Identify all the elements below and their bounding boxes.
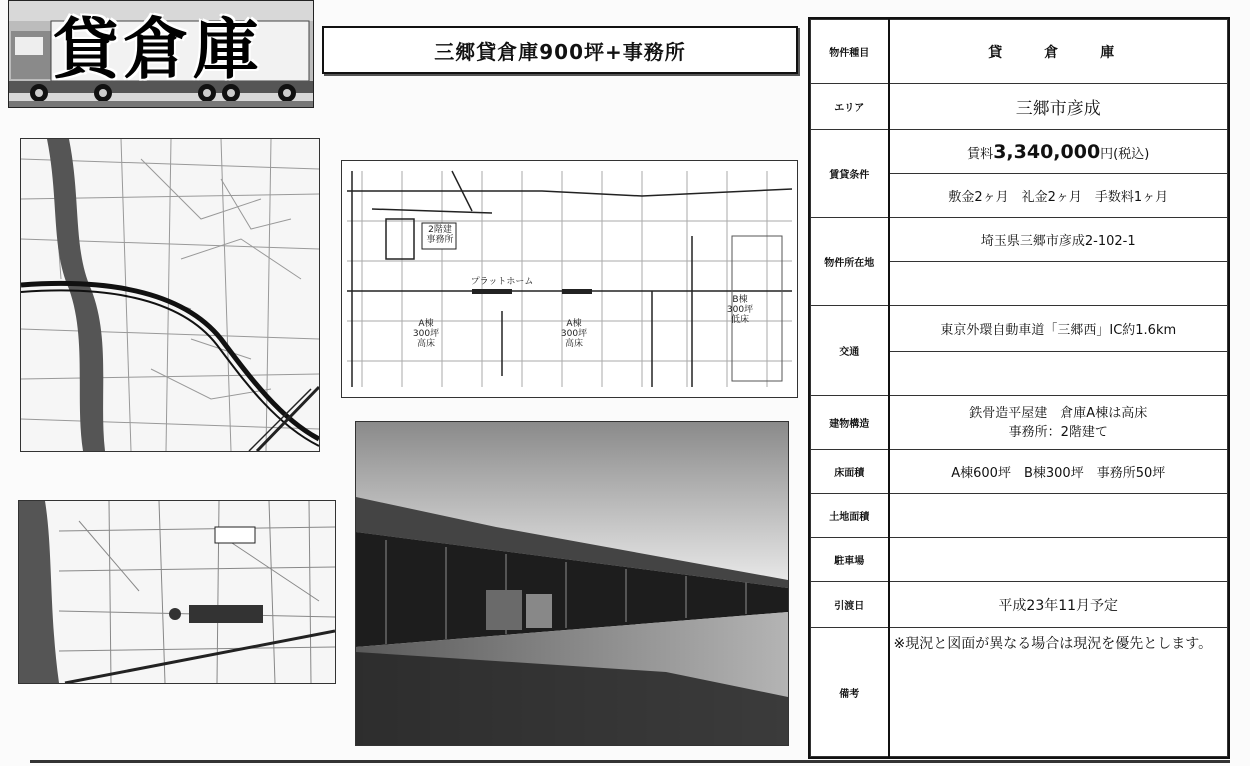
label-delivery-date: 引渡日 (811, 582, 889, 628)
value-structure (889, 396, 1228, 450)
table-row (811, 130, 1228, 174)
value-parking (889, 538, 1228, 582)
building-b-label: B棟 300坪 低床 (726, 295, 754, 325)
warehouse-photo-drawing (356, 422, 788, 745)
building-a-label: A棟 300坪 高床 (412, 319, 440, 349)
value-transport-blank (889, 352, 1228, 396)
table-row (811, 396, 1228, 450)
label-transport: 交通 (811, 306, 889, 396)
label-parking: 駐車場 (811, 538, 889, 582)
structure-line-2: 事務所：2階建て (1008, 424, 1108, 440)
rent-amount: 3,340,000 (993, 140, 1101, 163)
label-remarks: 備考 (811, 628, 889, 757)
rent-prefix: 賃料 (967, 146, 994, 162)
table-row (811, 20, 1228, 84)
floor-plan (341, 160, 798, 398)
location-map-drawing (19, 501, 335, 683)
value-terms: 敷金2ヶ月 礼金2ヶ月 手数料1ヶ月 (889, 174, 1228, 218)
label-structure: 建物構造 (811, 396, 889, 450)
value-location: 埼玉県三郷市彦成2-102-1 (889, 218, 1228, 262)
value-delivery-date: 平成23年11月予定 (889, 582, 1228, 628)
table-row (811, 628, 1228, 757)
label-location: 物件所在地 (811, 218, 889, 306)
building-a2-label: A棟 300坪 高床 (560, 319, 588, 349)
label-area: エリア (811, 84, 889, 130)
label-property-type: 物件種目 (811, 20, 889, 84)
table-row (811, 84, 1228, 130)
title-box (322, 26, 798, 74)
warehouse-photo (355, 421, 789, 746)
table-row (811, 494, 1228, 538)
bottom-divider (30, 760, 1230, 763)
value-area: 三郷市彦成 (889, 84, 1228, 130)
value-property-type: 貸 倉 庫 (889, 20, 1228, 84)
location-map (18, 500, 336, 684)
floor-plan-drawing (342, 161, 797, 397)
office-label: 2階建 事務所 (426, 225, 454, 245)
area-map-drawing (21, 139, 319, 451)
value-land-area (889, 494, 1228, 538)
label-land-area: 土地面積 (811, 494, 889, 538)
structure-line-1: 鉄骨造平屋建 倉庫A棟は高床 (969, 405, 1148, 421)
table-row (811, 306, 1228, 352)
label-rental-terms: 賃貸条件 (811, 130, 889, 218)
table-row (811, 538, 1228, 582)
logo-text: 貸倉庫 (53, 10, 263, 88)
label-floor-area: 床面積 (811, 450, 889, 494)
value-floor-area: A棟600坪 B棟300坪 事務所50坪 (889, 450, 1228, 494)
value-location-blank (889, 262, 1228, 306)
platform-label: プラットホーム (470, 277, 534, 287)
value-rent (889, 130, 1228, 174)
area-map (20, 138, 320, 452)
logo (8, 0, 314, 108)
table-row (811, 582, 1228, 628)
rent-suffix: 円(税込) (1100, 146, 1150, 162)
value-transport: 東京外環自動車道「三郷西」IC約1.6km (889, 306, 1228, 352)
property-table (808, 17, 1230, 759)
table-row (811, 218, 1228, 262)
value-remarks: ※現況と図面が異なる場合は現況を優先とします。 (889, 628, 1228, 757)
page-title: 三郷貸倉庫900坪+事務所 (434, 39, 686, 64)
table-row (811, 450, 1228, 494)
